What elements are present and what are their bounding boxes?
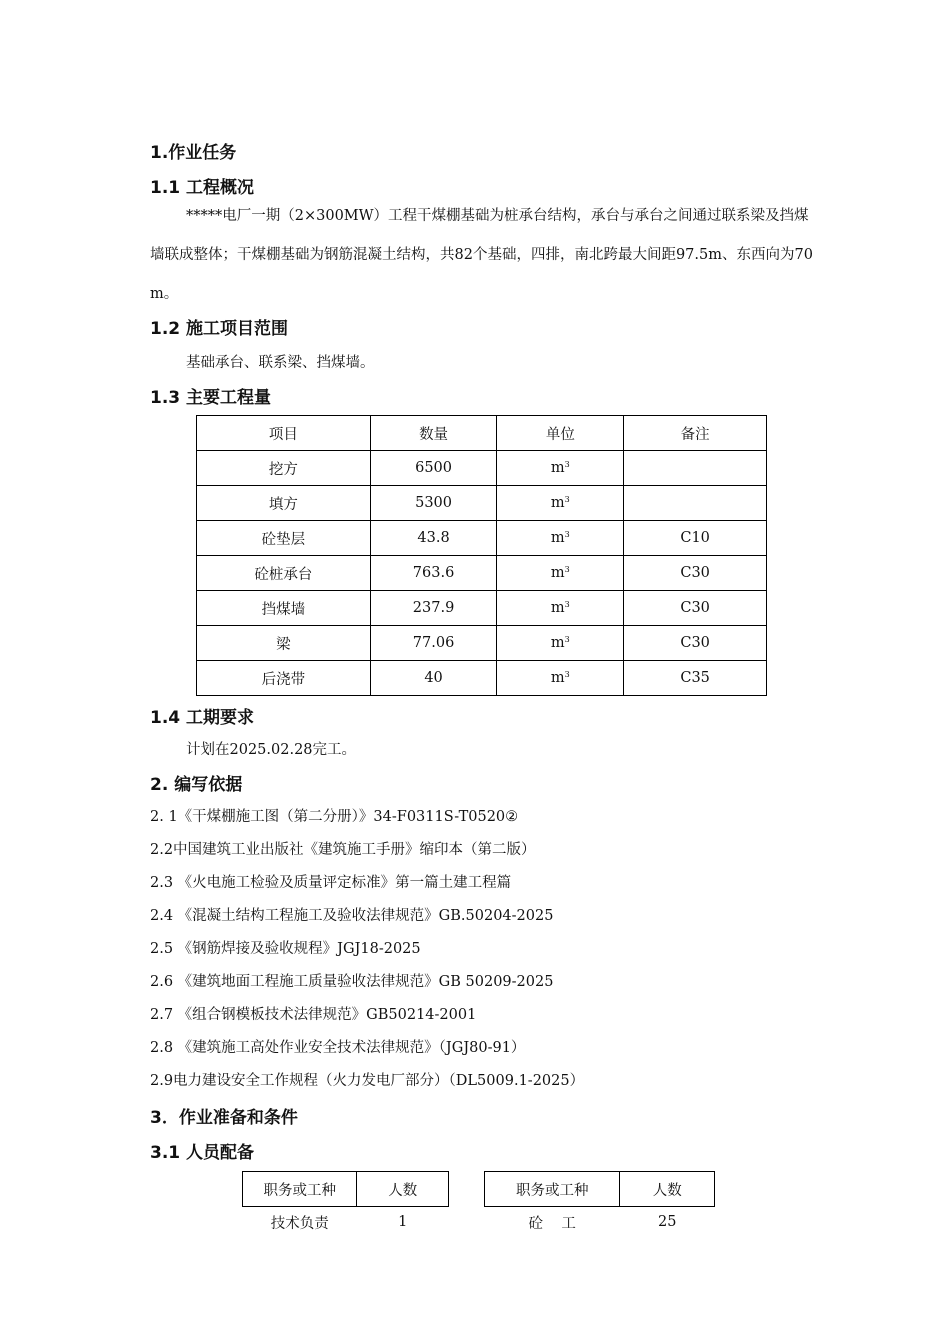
reference-item: 2.7 《组合钢模板技术法律规范》GB50214-2001: [150, 1007, 477, 1023]
reference-item: 2.8 《建筑施工高处作业安全技术法律规范》（JGJ80-91）: [150, 1040, 526, 1056]
cell-unit: $m^3$: [497, 626, 624, 661]
cell-role: 砼 工: [528, 1215, 576, 1232]
cell-unit: $m^3$: [497, 486, 624, 521]
cell-note: C35: [624, 661, 767, 696]
staff-table-right: [484, 1171, 715, 1237]
section-1-2-title: 1.2 施工项目范围: [150, 319, 289, 339]
header-count: 人数: [620, 1172, 715, 1207]
reference-item: 2.2中国建筑工业出版社《建筑施工手册》缩印本（第二版）: [150, 842, 536, 858]
cell-amount: 6500: [370, 451, 497, 486]
cell-unit: $m^3$: [497, 556, 624, 591]
cell-item: 砼垫层: [197, 521, 371, 556]
cell-item: 挖方: [197, 451, 371, 486]
reference-item: 2.6 《建筑地面工程施工质量验收法律规范》GB 50209-2025: [150, 974, 554, 990]
staff-table-left: [242, 1171, 449, 1237]
section-1-2-paragraph: 基础承台、联系梁、挡煤墙。: [186, 355, 375, 371]
cell-unit: $m^3$: [497, 661, 624, 696]
header-unit: 单位: [497, 416, 624, 451]
cell-amount: 763.6: [370, 556, 497, 591]
table-header-row: [485, 1172, 715, 1207]
table-row: [197, 451, 767, 486]
cell-count: 25: [658, 1214, 677, 1230]
table-row: [197, 521, 767, 556]
cell-amount: 40: [370, 661, 497, 696]
table-row: [197, 486, 767, 521]
cell-amount: 77.06: [370, 626, 497, 661]
cell-count: 1: [398, 1214, 408, 1230]
header-amount: 数量: [370, 416, 497, 451]
cell-amount: 237.9: [370, 591, 497, 626]
quantity-table: [196, 415, 767, 696]
cell-amount: 43.8: [370, 521, 497, 556]
table-row: [197, 556, 767, 591]
section-2-title: 2. 编写依据: [150, 775, 243, 795]
cell-item: 填方: [197, 486, 371, 521]
section-1-4-title: 1.4 工期要求: [150, 708, 255, 728]
table-row: [197, 661, 767, 696]
table-row: [243, 1207, 449, 1238]
cell-item: 砼桩承台: [197, 556, 371, 591]
cell-unit: $m^3$: [497, 521, 624, 556]
header-item: 项目: [197, 416, 371, 451]
cell-item: 后浇带: [197, 661, 371, 696]
cell-note: C30: [624, 556, 767, 591]
reference-item: 2.5 《钢筋焊接及验收规程》JGJ18-2025: [150, 941, 421, 957]
table-row: [197, 626, 767, 661]
header-count: 人数: [357, 1172, 449, 1207]
section-3-title: 3．作业准备和条件: [150, 1108, 298, 1128]
cell-note: C30: [624, 626, 767, 661]
section-1-1-title: 1.1 工程概况: [150, 178, 255, 198]
cell-note: C10: [624, 521, 767, 556]
header-role: 职务或工种: [243, 1172, 357, 1207]
cell-amount: 5300: [370, 486, 497, 521]
reference-item: 2.3 《火电施工检验及质量评定标准》第一篇土建工程篇: [150, 875, 512, 891]
reference-item: 2.4 《混凝土结构工程施工及验收法律规范》GB.50204-2025: [150, 908, 554, 924]
cell-note: C30: [624, 591, 767, 626]
section-1-1-paragraph: *****电厂一期（2×300MW）工程干煤棚基础为桩承台结构，承台与承台之间通过联系梁及挡煤墙联成整体；干煤棚基础为钢筋混凝土结构，共82个基础，四排，南北跨最大间距97.5m、东西向为70 m。: [150, 208, 813, 302]
header-role: 职务或工种: [485, 1172, 620, 1207]
header-note: 备注: [624, 416, 767, 451]
table-header-row: [197, 416, 767, 451]
cell-note: [624, 451, 767, 486]
reference-item: 2.9电力建设安全工作规程（火力发电厂部分）（DL5009.1-2025）: [150, 1073, 585, 1089]
reference-item: 2. 1《干煤棚施工图（第二分册）》34-F0311S-T0520②: [150, 809, 519, 825]
cell-note: [624, 486, 767, 521]
table-row: [197, 591, 767, 626]
cell-role: 技术负责: [270, 1215, 329, 1232]
section-1-4-paragraph: 计划在2025.02.28完工。: [186, 742, 357, 758]
cell-unit: $m^3$: [497, 451, 624, 486]
section-1-title: 1.作业任务: [150, 143, 237, 163]
cell-item: 梁: [197, 626, 371, 661]
section-3-1-title: 3.1 人员配备: [150, 1143, 255, 1163]
table-header-row: [243, 1172, 449, 1207]
section-1-3-title: 1.3 主要工程量: [150, 388, 272, 408]
cell-item: 挡煤墙: [197, 591, 371, 626]
cell-unit: $m^3$: [497, 591, 624, 626]
table-row: [485, 1207, 715, 1238]
